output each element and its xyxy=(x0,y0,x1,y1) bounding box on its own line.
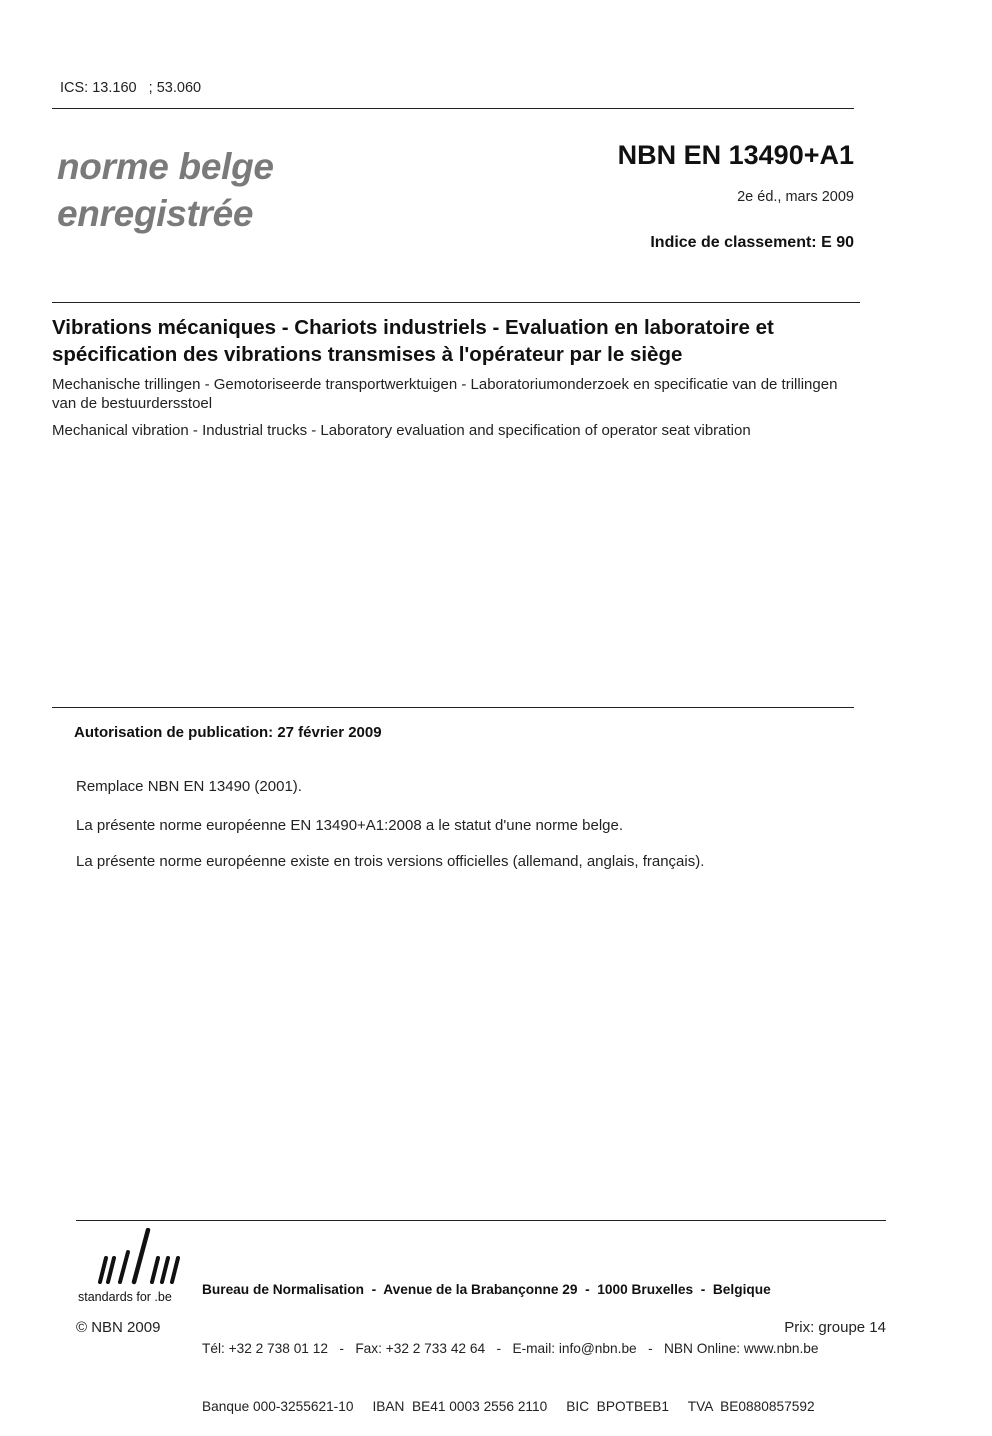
footer-bank: Banque 000-3255621-10 IBAN BE41 0003 2556 2110 BIC BPOTBEB1 TVA BE0880857592 xyxy=(202,1399,815,1414)
nbn-logo xyxy=(76,1228,186,1308)
classification-index: Indice de classement: E 90 xyxy=(650,234,854,251)
nbn-logo-icon xyxy=(76,1228,186,1308)
logo-tagline: standards for .be xyxy=(78,1290,172,1304)
norme-line-1: norme belge xyxy=(57,146,274,187)
versions-note: La présente norme européenne existe en trois versions officielles (allemand, anglais, français). xyxy=(76,853,705,870)
title-dutch: Mechanische trillingen - Gemotoriseerde transportwerktuigen - Laboratoriumonderzoek en specificatie van de trillingen van de bestuurdersstoel xyxy=(52,376,838,412)
publication-divider xyxy=(52,707,854,708)
replaces-note: Remplace NBN EN 13490 (2001). xyxy=(76,778,302,795)
copyright: © NBN 2009 xyxy=(76,1319,161,1336)
footer-contact: Tél: +32 2 738 01 12 - Fax: +32 2 733 42 64 - E-mail: info@nbn.be - NBN Online: www.nbn.be xyxy=(202,1340,819,1356)
status-note: La présente norme européenne EN 13490+A1:2008 a le statut d'une norme belge. xyxy=(76,817,624,834)
title-french: Vibrations mécaniques - Chariots industriels - Evaluation en laboratoire et spécification des vibrations transmises à l'opérateur par le siège xyxy=(52,316,774,366)
norme-label xyxy=(57,143,274,237)
footer-divider xyxy=(76,1220,886,1221)
publication-authorization: Autorisation de publication: 27 février 2009 xyxy=(74,724,382,741)
title-divider xyxy=(52,302,860,303)
edition-date: 2e éd., mars 2009 xyxy=(737,189,854,205)
norme-line-2: enregistrée xyxy=(57,193,254,234)
footer-address: Bureau de Normalisation - Avenue de la Brabançonne 29 - 1000 Bruxelles - Belgique xyxy=(202,1282,771,1297)
ics-code: ICS: 13.160 ; 53.060 xyxy=(60,80,202,96)
price-group: Prix: groupe 14 xyxy=(784,1319,886,1336)
standard-code: NBN EN 13490+A1 xyxy=(617,140,854,170)
header-divider xyxy=(52,108,854,109)
title-english: Mechanical vibration - Industrial trucks - Laboratory evaluation and specification of operator seat vibration xyxy=(52,422,751,439)
footer-contact-block xyxy=(202,1241,818,1436)
